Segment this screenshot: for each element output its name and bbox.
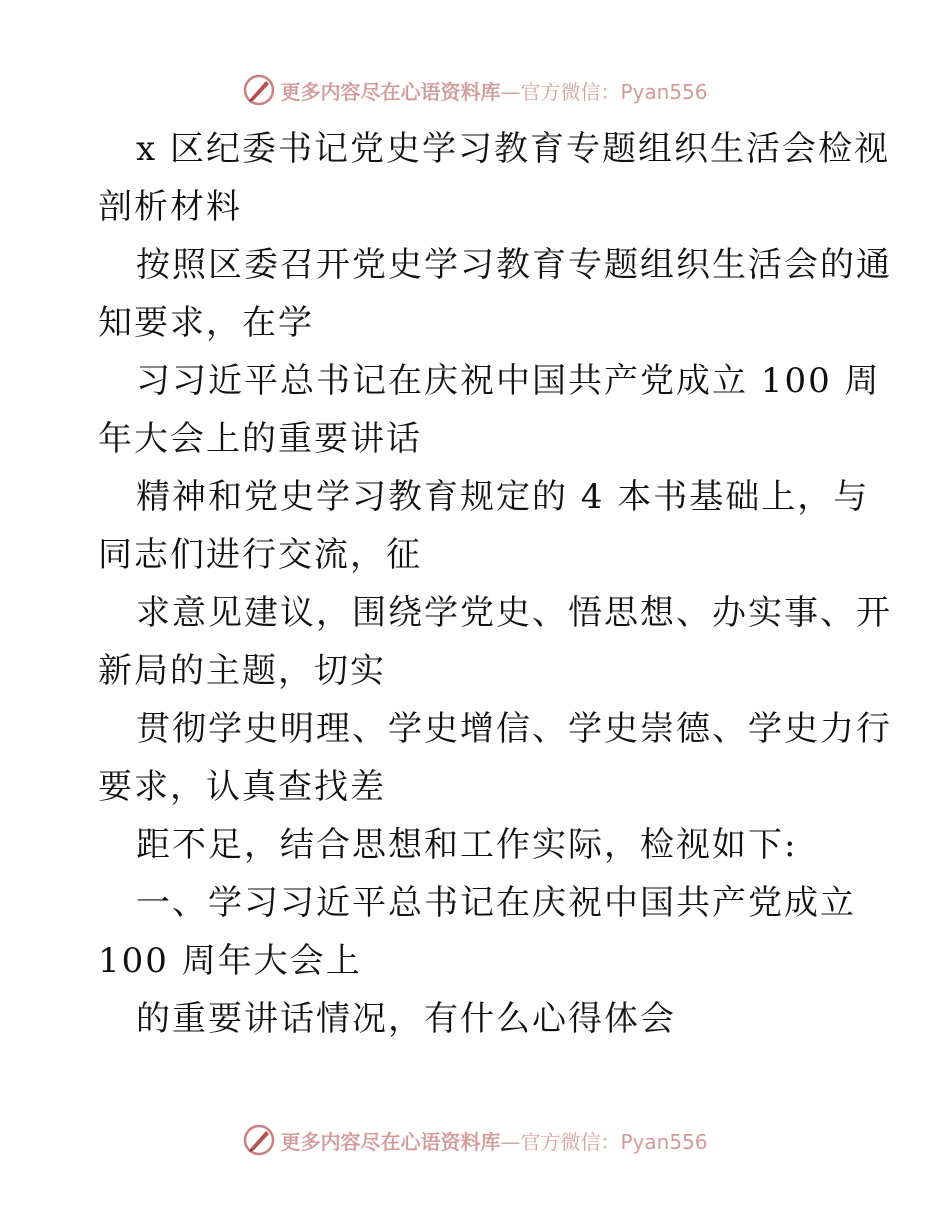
document-body: [98, 120, 892, 1048]
text-line: 年大会上的重要讲话: [98, 419, 422, 459]
text-line: 同志们进行交流，征: [98, 535, 422, 575]
watermark-dash: —: [500, 79, 521, 104]
watermark-brand: 更多内容尽在心语资料库: [280, 1129, 501, 1154]
text-line: 距不足，结合思想和工作实际，检视如下:: [136, 825, 798, 865]
text-line: 100 周年大会上: [98, 941, 362, 981]
text-line: 知要求，在学: [98, 303, 314, 343]
header-watermark: [0, 70, 950, 110]
text-line: 求意见建议，围绕学党史、悟思想、办实事、开: [136, 593, 892, 633]
watermark-wechat-id: Pyan556: [620, 1129, 708, 1154]
footer-watermark: [0, 1120, 950, 1160]
text-line: 习习近平总书记在庆祝中国共产党成立 100 周: [136, 361, 881, 401]
watermark-wechat-id: Pyan556: [620, 79, 708, 104]
watermark-text: [280, 76, 707, 105]
watermark-text: [280, 1126, 707, 1155]
text-line: 一、学习习近平总书记在庆祝中国共产党成立: [136, 883, 856, 923]
watermark-wechat-label: 官方微信：: [520, 79, 621, 104]
text-line: x 区纪委书记党史学习教育专题组织生活会检视: [136, 129, 890, 169]
text-line: 新局的主题，切实: [98, 651, 386, 691]
watermark-wechat-label: 官方微信：: [520, 1129, 621, 1154]
text-line: 剖析材料: [98, 187, 242, 227]
watermark-brand: 更多内容尽在心语资料库: [280, 79, 501, 104]
text-line: 贯彻学史明理、学史增信、学史崇德、学史力行: [136, 709, 892, 749]
quill-logo-icon: [242, 73, 276, 107]
text-line: 按照区委召开党史学习教育专题组织生活会的通: [136, 245, 892, 285]
watermark-dash: —: [500, 1129, 521, 1154]
text-line: 要求，认真查找差: [98, 767, 386, 807]
text-line: 精神和党史学习教育规定的 4 本书基础上，与: [136, 477, 870, 517]
quill-logo-icon: [242, 1123, 276, 1157]
text-line: 的重要讲话情况，有什么心得体会: [136, 999, 676, 1039]
